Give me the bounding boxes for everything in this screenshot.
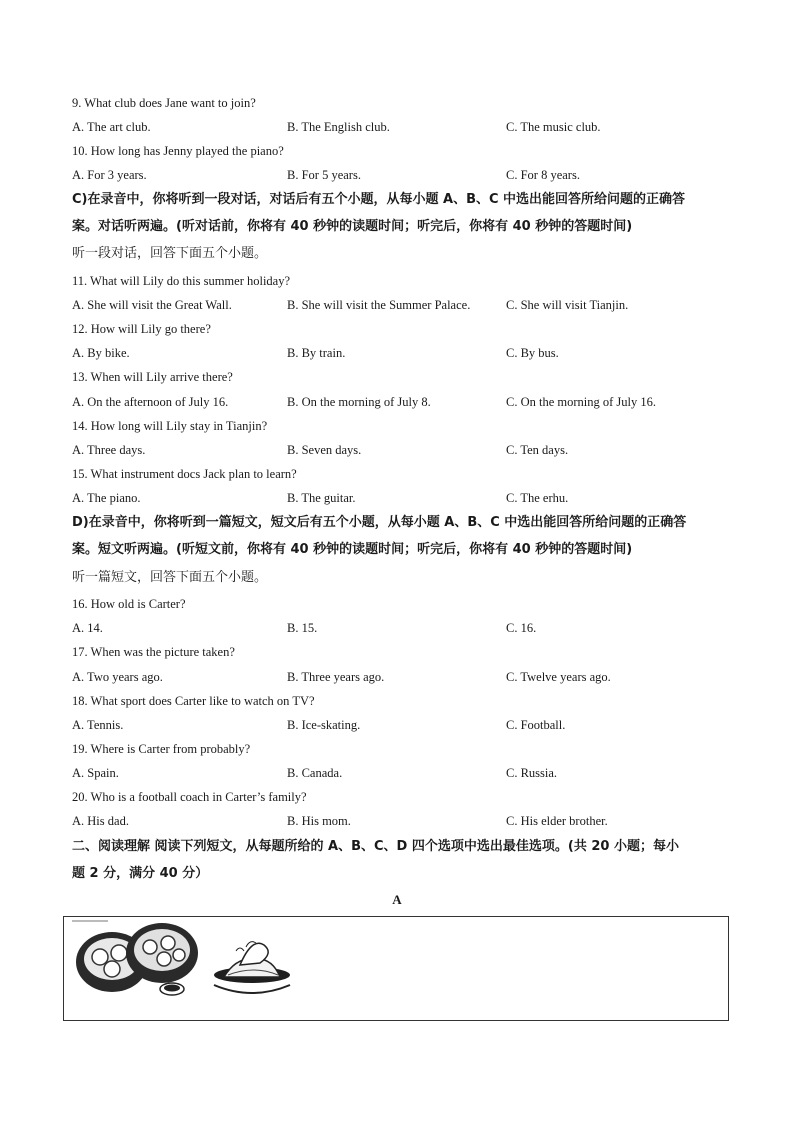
passage-illustration-box xyxy=(63,916,729,1021)
q11-option-c: C. She will visit Tianjin. xyxy=(506,298,629,312)
question-17: 17. When was the picture taken? xyxy=(72,645,235,659)
q10-option-a: A. For 3 years. xyxy=(72,168,147,182)
q9-option-c: C. The music club. xyxy=(506,120,601,134)
q16-option-b: B. 15. xyxy=(287,621,318,635)
q17-option-b: B. Three years ago. xyxy=(287,670,385,684)
question-9: 9. What club does Jane want to join? xyxy=(72,96,256,110)
q19-option-b: B. Canada. xyxy=(287,766,343,780)
question-16: 16. How old is Carter? xyxy=(72,597,186,611)
q14-option-a: A. Three days. xyxy=(72,443,146,457)
q20-option-b: B. His mom. xyxy=(287,814,351,828)
q18-option-b: B. Ice-skating. xyxy=(287,718,361,732)
q11-option-b: B. She will visit the Summer Palace. xyxy=(287,298,471,312)
q11-option-a: A. She will visit the Great Wall. xyxy=(72,298,232,312)
q10-option-c: C. For 8 years. xyxy=(506,168,580,182)
q20-option-a: A. His dad. xyxy=(72,814,129,828)
question-18: 18. What sport does Carter like to watch on TV? xyxy=(72,694,315,708)
q18-option-a: A. Tennis. xyxy=(72,718,124,732)
q20-option-c: C. His elder brother. xyxy=(506,814,608,828)
q13-option-a: A. On the afternoon of July 16. xyxy=(72,395,229,409)
question-10: 10. How long has Jenny played the piano? xyxy=(72,144,284,158)
section-c-prompt: 听一段对话，回答下面五个小题。 xyxy=(72,246,268,261)
q16-option-a: A. 14. xyxy=(72,621,103,635)
q9-option-b: B. The English club. xyxy=(287,120,390,134)
q10-option-b: B. For 5 years. xyxy=(287,168,361,182)
q12-option-c: C. By bus. xyxy=(506,346,559,360)
food-illustration xyxy=(64,917,728,1020)
q9-option-a: A. The art club. xyxy=(72,120,151,134)
question-15: 15. What instrument docs Jack plan to learn? xyxy=(72,467,297,481)
question-11: 11. What will Lily do this summer holiday? xyxy=(72,274,291,288)
section-d-instruction-line1: D)在录音中，你将听到一篇短文，短文后有五个小题，从每小题 A、B、C 中选出能回答所给问题的正确答 xyxy=(72,515,687,530)
q17-option-c: C. Twelve years ago. xyxy=(506,670,611,684)
dipping-sauce-icon xyxy=(160,983,184,995)
q14-option-b: B. Seven days. xyxy=(287,443,362,457)
question-19: 19. Where is Carter from probably? xyxy=(72,742,251,756)
dumpling-plate-icon xyxy=(214,942,290,993)
section-two-instruction-line1: 二、阅读理解 阅读下列短文，从每题所给的 A、B、C、D 四个选项中选出最佳选项。(共 20 小题；每小 xyxy=(72,839,679,854)
section-d-prompt: 听一篇短文，回答下面五个小题。 xyxy=(72,570,268,585)
question-12: 12. How will Lily go there? xyxy=(72,322,211,336)
q13-option-c: C. On the morning of July 16. xyxy=(506,395,656,409)
q15-option-a: A. The piano. xyxy=(72,491,141,505)
passage-label: A xyxy=(392,892,402,907)
q14-option-c: C. Ten days. xyxy=(506,443,569,457)
q12-option-a: A. By bike. xyxy=(72,346,130,360)
section-two-instruction-line2: 题 2 分，满分 40 分） xyxy=(72,866,209,881)
q16-option-c: C. 16. xyxy=(506,621,537,635)
q17-option-a: A. Two years ago. xyxy=(72,670,163,684)
q19-option-c: C. Russia. xyxy=(506,766,558,780)
q19-option-a: A. Spain. xyxy=(72,766,119,780)
q13-option-b: B. On the morning of July 8. xyxy=(287,395,431,409)
section-d-instruction-line2: 案。短文听两遍。(听短文前，你将有 40 秒钟的读题时间；听完后，你将有 40 秒钟的答题时间) xyxy=(72,542,633,557)
q15-option-b: B. The guitar. xyxy=(287,491,356,505)
q15-option-c: C. The erhu. xyxy=(506,491,569,505)
question-14: 14. How long will Lily stay in Tianjin? xyxy=(72,419,268,433)
q18-option-c: C. Football. xyxy=(506,718,566,732)
question-20: 20. Who is a football coach in Carter’s family? xyxy=(72,790,307,804)
q12-option-b: B. By train. xyxy=(287,346,346,360)
question-13: 13. When will Lily arrive there? xyxy=(72,370,233,384)
section-c-instruction-line1: C)在录音中，你将听到一段对话，对话后有五个小题，从每小题 A、B、C 中选出能回答所给问题的正确答 xyxy=(72,192,686,207)
steamer-baskets-with-buns-icon xyxy=(76,923,198,992)
section-c-instruction-line2: 案。对话听两遍。(听对话前，你将有 40 秒钟的读题时间；听完后，你将有 40 秒钟的答题时间) xyxy=(72,219,633,234)
